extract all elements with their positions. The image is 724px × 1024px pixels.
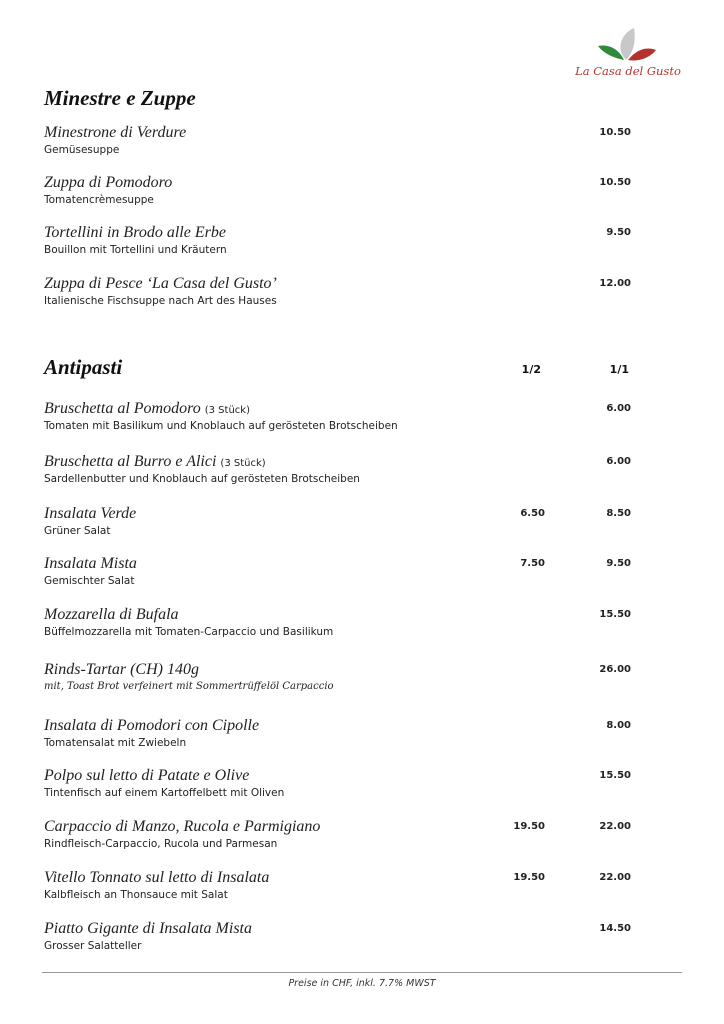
item-name: Bruschetta al Pomodoro (3 Stück) [44, 400, 250, 417]
price-full: 8.00 [606, 720, 631, 731]
price-full: 26.00 [599, 664, 631, 675]
section-title-antipasti: Antipasti [44, 355, 123, 379]
item-name: Insalata Mista [44, 555, 137, 572]
item-desc: Tintenfisch auf einem Kartoffelbett mit Oliven [44, 787, 285, 799]
menu-item [44, 767, 644, 799]
price-full: 22.00 [599, 821, 631, 832]
price-full: 15.50 [599, 609, 631, 620]
price-full: 14.50 [599, 923, 631, 934]
item-desc: Grüner Salat [44, 525, 111, 537]
item-desc: Rindfleisch-Carpaccio, Rucola und Parmesan [44, 838, 278, 850]
item-name: Vitello Tonnato sul letto di Insalata [44, 869, 270, 886]
menu-item [44, 505, 644, 537]
menu-item [44, 818, 644, 850]
item-desc: Kalbfleisch an Thonsauce mit Salat [44, 889, 228, 901]
menu-item [44, 606, 644, 638]
menu-item [44, 124, 644, 156]
item-name: Rinds-Tartar (CH) 140g [44, 661, 199, 678]
price-full: 9.50 [606, 227, 631, 238]
price-full: 9.50 [606, 558, 631, 569]
column-header-half: 1/2 [521, 363, 541, 376]
menu-item [44, 400, 644, 432]
column-header-full: 1/1 [609, 363, 629, 376]
section-title-zuppe: Minestre e Zuppe [44, 86, 196, 110]
price-half: 7.50 [520, 558, 545, 569]
item-name: Tortellini in Brodo alle Erbe [44, 224, 226, 241]
restaurant-logo [572, 26, 684, 86]
menu-item [44, 661, 644, 692]
footer-divider [42, 972, 682, 973]
price-full: 6.00 [606, 456, 631, 467]
menu-item [44, 224, 644, 256]
item-name: Zuppa di Pomodoro [44, 174, 173, 191]
item-desc: Italienische Fischsuppe nach Art des Hauses [44, 295, 277, 307]
menu-item [44, 453, 644, 485]
item-name: Mozzarella di Bufala [44, 606, 179, 623]
menu-item [44, 869, 644, 901]
item-name: Piatto Gigante di Insalata Mista [44, 920, 252, 937]
logo-text: La Casa del Gusto [575, 64, 681, 78]
item-desc: Gemüsesuppe [44, 144, 120, 156]
price-full: 10.50 [599, 177, 631, 188]
item-name: Zuppa di Pesce ‘La Casa del Gusto’ [44, 275, 277, 292]
price-full: 15.50 [599, 770, 631, 781]
menu-item [44, 174, 644, 206]
price-full: 8.50 [606, 508, 631, 519]
price-half: 6.50 [520, 508, 545, 519]
leaves-icon [594, 26, 658, 64]
item-qty: (3 Stück) [220, 458, 266, 469]
price-full: 22.00 [599, 872, 631, 883]
item-desc: Tomatencrèmesuppe [44, 194, 154, 206]
price-half: 19.50 [513, 872, 545, 883]
menu-item [44, 920, 644, 952]
item-name: Minestrone di Verdure [44, 124, 187, 141]
item-desc: Bouillon mit Tortellini und Kräutern [44, 244, 227, 256]
menu-item [44, 275, 644, 307]
price-full: 10.50 [599, 127, 631, 138]
item-desc: Büffelmozzarella mit Tomaten-Carpaccio und Basilikum [44, 626, 334, 638]
item-name: Polpo sul letto di Patate e Olive [44, 767, 250, 784]
item-qty: (3 Stück) [204, 405, 250, 416]
item-desc: mit, Toast Brot verfeinert mit Sommertrüffelöl Carpaccio [44, 681, 334, 692]
item-name: Carpaccio di Manzo, Rucola e Parmigiano [44, 818, 321, 835]
footer-note: Preise in CHF, inkl. 7.7% MWST [288, 978, 436, 989]
item-desc: Tomaten mit Basilikum und Knoblauch auf gerösteten Brotscheiben [44, 420, 398, 432]
price-half: 19.50 [513, 821, 545, 832]
item-desc: Sardellenbutter und Knoblauch auf gerösteten Brotscheiben [44, 473, 360, 485]
item-name: Bruschetta al Burro e Alici (3 Stück) [44, 453, 266, 470]
price-full: 6.00 [606, 403, 631, 414]
item-desc: Tomatensalat mit Zwiebeln [44, 737, 187, 749]
price-full: 12.00 [599, 278, 631, 289]
item-name: Insalata di Pomodori con Cipolle [44, 717, 260, 734]
item-desc: Grosser Salatteller [44, 940, 142, 952]
item-desc: Gemischter Salat [44, 575, 135, 587]
item-name: Insalata Verde [44, 505, 137, 522]
menu-item [44, 555, 644, 587]
menu-item [44, 717, 644, 749]
